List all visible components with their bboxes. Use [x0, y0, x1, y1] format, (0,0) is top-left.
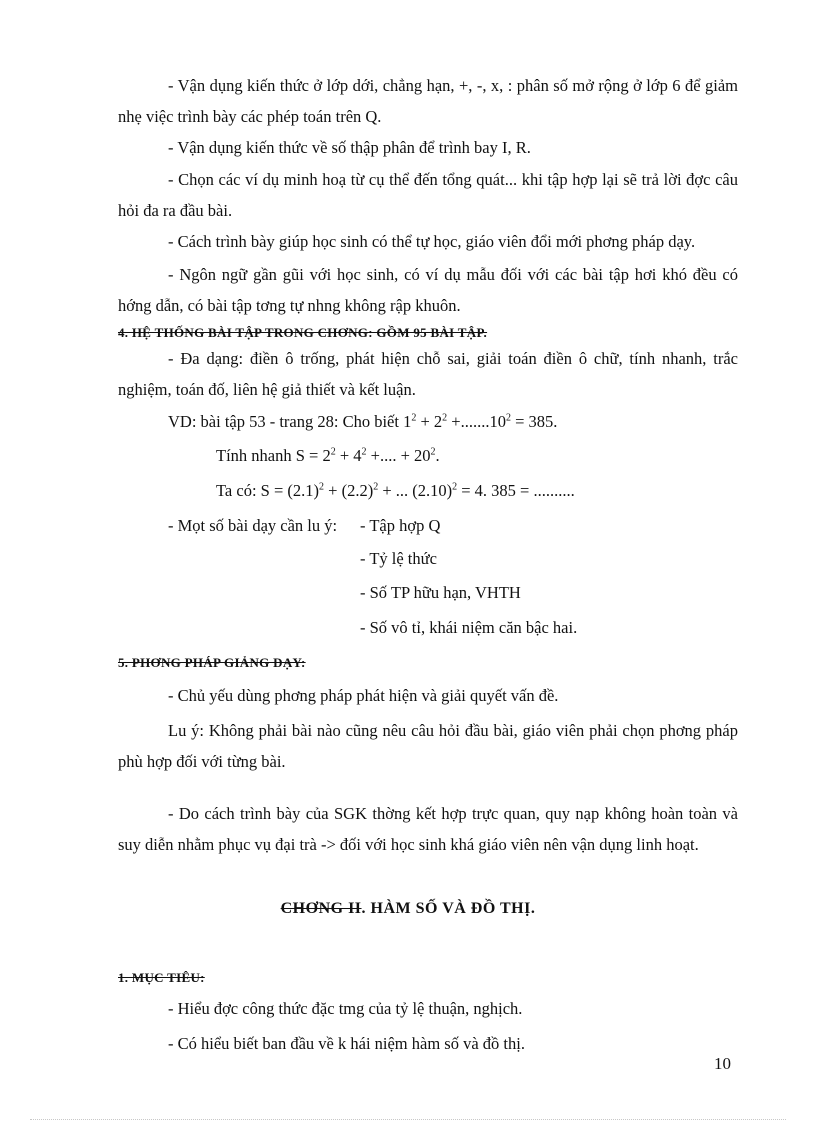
section-1-heading: 1. MỤC TIÊU: — [118, 970, 205, 985]
note-item: - Tập hợp Q — [360, 516, 441, 535]
footer-divider — [30, 1119, 786, 1120]
solution-line: Ta có: $S = (2.1)^2 + (2.2)^2$ + ... $(2.10)^2 = 4$. 385 = .......... — [216, 481, 575, 500]
paragraph-apply-lower-grade: - Vận dụng kiến thức ở lớp dới, chẳng hạn, +, -, x, : phân số mở rộng ở lớp 6 để giảm nhẹ việc trình bày các phép toán trên Q. — [118, 76, 738, 126]
section-4-heading: 4. HỆ THỐNG BÀI TẬP TRONG CHƠNG: GỒM 95 BÀI TẬP. — [118, 325, 488, 340]
section-5-heading: 5. PHƠNG PHÁP GIẢNG DẠY: — [118, 655, 306, 670]
paragraph-sgk-approach: - Do cách trình bày của SGK thờng kết hợp trực quan, quy nạp không hoàn toàn và suy diễn nhằm phục vụ đại trà -> đối với học sinh khá giáo viên nên vận dụng linh hoạt. — [118, 804, 738, 854]
quick-compute-line: Tính nhanh $S = 2^2 + 4^2$ +.... + $20^2$. — [216, 446, 440, 465]
note-label: - Mọt số bài dạy cần lu ý: — [168, 516, 338, 535]
paragraph-examples: - Chọn các ví dụ minh hoạ từ cụ thể đến tổng quát... khi tập hợp lại sẽ trả lời đợc câu hỏi đa ra đầu bài. — [118, 170, 738, 220]
chapter-title-strike: CHƠNG II — [280, 900, 362, 917]
paragraph-decimal-numbers: - Vận dụng kiến thức về số thập phân để trình bay I, R. — [168, 138, 531, 157]
paragraph-self-study: - Cách trình bày giúp học sinh có thể tự học, giáo viên đổi mới phơng pháp dạy. — [168, 232, 696, 251]
note-item: - Tỷ lệ thức — [360, 549, 437, 568]
paragraph-objective-1: - Hiểu đợc công thức đặc tmg của tỷ lệ thuận, nghịch. — [168, 999, 523, 1018]
chapter-title — [0, 900, 816, 918]
paragraph-exercise-variety: - Đa dạng: điền ô trống, phát hiện chỗ sai, giải toán điền ô chữ, tính nhanh, trắc nghiệm, toán đố, liên hệ giả thiết và kết luận. — [118, 349, 738, 399]
paragraph-method-note: Lu ý: Không phải bài nào cũng nêu câu hỏi đầu bài, giáo viên phải chọn phơng pháp phù hợp đối với từng bài. — [118, 721, 738, 771]
paragraph-language: - Ngôn ngữ gần gũi với học sinh, có ví dụ mẫu đối với các bài tập hơi khó đều có hớng dẫn, có bài tập tơng tự nhng không rập khuôn. — [118, 265, 738, 315]
example-line: VD: bài tập 53 - trang 28: Cho biết $1^2 + 2^2 +.......10^2 = 385$. — [168, 412, 558, 431]
chapter-title-rest: . HÀM SỐ VÀ ĐỒ THỊ. — [361, 900, 536, 917]
note-item: - Số TP hữu hạn, VHTH — [360, 583, 521, 602]
note-item: - Số vô tỉ, khái niệm căn bậc hai. — [360, 618, 578, 637]
paragraph-main-method: - Chủ yếu dùng phơng pháp phát hiện và giải quyết vấn đề. — [168, 686, 559, 705]
page-number: 10 — [714, 1054, 731, 1073]
paragraph-objective-2: - Có hiểu biết ban đầu về k hái niệm hàm số và đồ thị. — [168, 1034, 525, 1053]
